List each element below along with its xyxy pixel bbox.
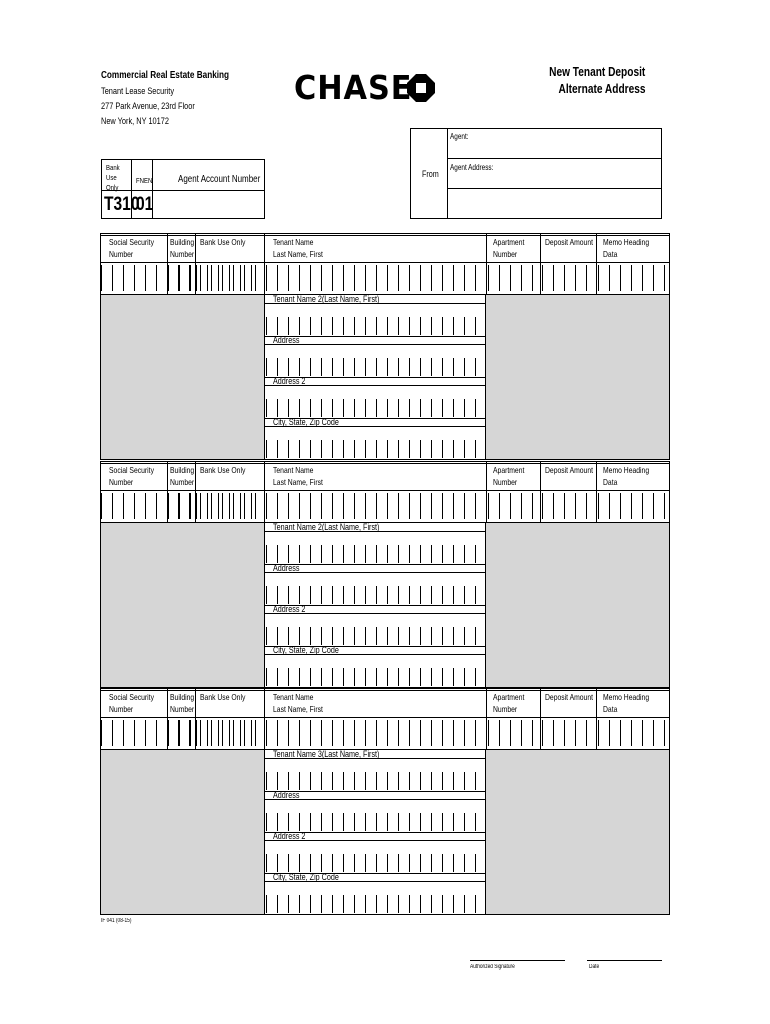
- tenant-name-format-label: Last Name, First: [273, 249, 323, 259]
- address-line2: New York, NY 10172: [101, 116, 169, 126]
- shaded-area-left: [101, 523, 264, 687]
- unit-name: Tenant Lease Security: [101, 86, 175, 96]
- deposit-amount-input[interactable]: [542, 493, 594, 519]
- city-state-zip-label: City, State, Zip Code: [273, 417, 339, 427]
- tenant-name-label: Tenant Name: [273, 465, 314, 475]
- ssn-label: Social Security Number: [109, 237, 154, 259]
- address-2-input[interactable]: [266, 399, 484, 417]
- address-input[interactable]: [266, 813, 484, 831]
- building-number-input[interactable]: [168, 720, 195, 746]
- date-label: Date: [589, 964, 600, 970]
- memo-heading-label: Memo Heading Data: [603, 237, 650, 259]
- address-2-input[interactable]: [266, 627, 484, 645]
- address-input[interactable]: [266, 358, 484, 376]
- from-label: From: [422, 169, 439, 179]
- agent-address-label: Agent Address:: [450, 163, 494, 172]
- tenant-name-input[interactable]: [266, 493, 484, 519]
- tenant-name-label: Tenant Name: [273, 692, 314, 702]
- apartment-number-input[interactable]: [488, 493, 538, 519]
- building-number-label: Building Number: [170, 692, 195, 714]
- shaded-area-left: [101, 295, 264, 459]
- city-state-zip-input[interactable]: [266, 895, 484, 913]
- tenant-name-2-input[interactable]: [266, 772, 484, 790]
- city-state-zip-label: City, State, Zip Code: [273, 645, 339, 655]
- address-label: Address: [273, 790, 300, 800]
- city-state-zip-input[interactable]: [266, 668, 484, 686]
- agent-account-number-label: Agent Account Number: [178, 174, 261, 185]
- address-label: Address: [273, 335, 300, 345]
- city-state-zip-input[interactable]: [266, 440, 484, 458]
- building-number-label: Building Number: [170, 237, 195, 259]
- address-line1: 277 Park Avenue, 23rd Floor: [101, 101, 195, 111]
- address-input[interactable]: [266, 586, 484, 604]
- tenant-name-2-input[interactable]: [266, 545, 484, 563]
- memo-heading-label: Memo Heading Data: [603, 465, 650, 487]
- memo-input[interactable]: [598, 720, 668, 746]
- ssn-label: Social Security Number: [109, 692, 154, 714]
- chase-logo: [294, 68, 435, 107]
- tenant-name-format-label: Last Name, First: [273, 704, 323, 714]
- bank-use-only-label: Bank Use Only: [200, 237, 246, 247]
- memo-heading-label: Memo Heading Data: [603, 692, 650, 714]
- address-label: Address: [273, 563, 300, 573]
- form-title-line2: Alternate Address: [558, 81, 645, 96]
- address-2-label: Address 2: [273, 831, 306, 841]
- ssn-label: Social Security Number: [109, 465, 154, 487]
- memo-input[interactable]: [598, 265, 668, 291]
- deposit-amount-input[interactable]: [542, 720, 594, 746]
- apartment-number-input[interactable]: [488, 720, 538, 746]
- tenant-name-input[interactable]: [266, 265, 484, 291]
- address-2-label: Address 2: [273, 376, 306, 386]
- apartment-number-input[interactable]: [488, 265, 538, 291]
- apartment-number-label: Apartment Number: [493, 237, 525, 259]
- apartment-number-label: Apartment Number: [493, 465, 525, 487]
- department-name: Commercial Real Estate Banking: [101, 70, 230, 81]
- shaded-area-right: [486, 523, 669, 687]
- deposit-amount-label: Deposit Amount: [545, 465, 594, 475]
- brand-wordmark: CHASE: [294, 68, 413, 107]
- bank-use-input[interactable]: [196, 720, 262, 746]
- apartment-number-label: Apartment Number: [493, 692, 525, 714]
- tenant-name-format-label: Last Name, First: [273, 477, 323, 487]
- building-number-input[interactable]: [168, 265, 195, 291]
- deposit-amount-label: Deposit Amount: [545, 692, 594, 702]
- city-state-zip-label: City, State, Zip Code: [273, 872, 339, 882]
- building-number-input[interactable]: [168, 493, 195, 519]
- bank-use-only-label: Bank Use Only: [200, 465, 246, 475]
- agent-input[interactable]: [448, 140, 661, 157]
- tenant-name-2-input[interactable]: [266, 317, 484, 335]
- shaded-area-right: [486, 750, 669, 914]
- bank-use-input[interactable]: [196, 265, 262, 291]
- deposit-amount-input[interactable]: [542, 265, 594, 291]
- shaded-area-left: [101, 750, 264, 914]
- building-number-label: Building Number: [170, 465, 195, 487]
- agent-account-number-input[interactable]: [153, 191, 264, 218]
- bank-use-input[interactable]: [196, 493, 262, 519]
- bank-use-only-label: Bank Use Only: [200, 692, 246, 702]
- shaded-area-right: [486, 295, 669, 459]
- bank-use-only-label: Bank Use Only: [106, 163, 120, 192]
- fnen-label: FNEN: [136, 176, 153, 185]
- code-value: T310: [104, 194, 140, 215]
- memo-input[interactable]: [598, 493, 668, 519]
- form-title-line1: New Tenant Deposit: [548, 64, 645, 79]
- address-2-input[interactable]: [266, 854, 484, 872]
- signature-label: Authorized Signature: [470, 964, 515, 970]
- tenant-name-2-label: Tenant Name 2(Last Name, First): [273, 294, 380, 304]
- form-code: IF 041 (08-15): [101, 918, 132, 924]
- agent-address-input[interactable]: [448, 172, 661, 218]
- tenant-name-2-label: Tenant Name 3(Last Name, First): [273, 749, 380, 759]
- agent-label: Agent:: [450, 132, 469, 141]
- tenant-name-2-label: Tenant Name 2(Last Name, First): [273, 522, 380, 532]
- fnen-value: 01: [136, 194, 154, 215]
- tenant-name-label: Tenant Name: [273, 237, 314, 247]
- tenant-name-input[interactable]: [266, 720, 484, 746]
- address-2-label: Address 2: [273, 604, 306, 614]
- deposit-amount-label: Deposit Amount: [545, 237, 594, 247]
